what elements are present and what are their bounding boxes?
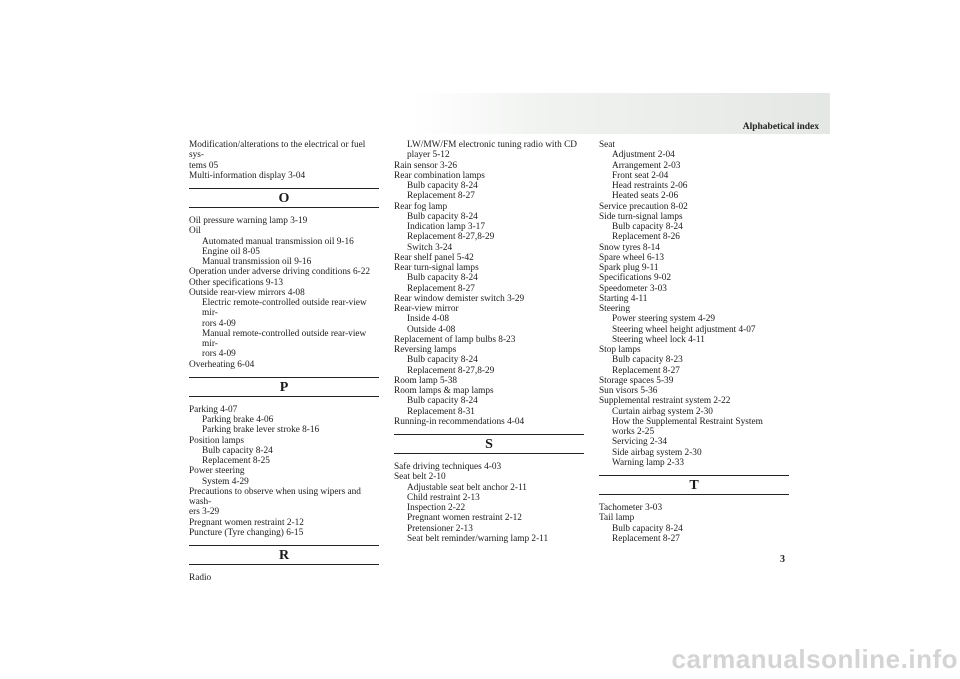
index-subentry: Automated manual transmission oil 9-16 xyxy=(202,236,354,247)
index-subentry: player 5-12 xyxy=(407,150,450,161)
index-entry: Precautions to observe when using wipers and wash- xyxy=(189,486,361,507)
index-subentry: Parking brake lever stroke 8-16 xyxy=(202,425,320,436)
index-column-3 xyxy=(599,140,789,544)
index-entry: Operation under adverse driving conditions 6-22 xyxy=(189,267,370,278)
index-entry: Spare wheel 6-13 xyxy=(599,252,665,263)
index-subentry: Heated seats 2-06 xyxy=(612,191,679,202)
index-entry: Puncture (Tyre changing) 6-15 xyxy=(189,527,304,538)
index-entry: Tachometer 3-03 xyxy=(599,503,663,513)
index-column-1 xyxy=(189,140,379,583)
index-entry: Stop lamps xyxy=(599,345,641,355)
index-subentry: Adjustable seat belt anchor 2-11 xyxy=(407,482,527,493)
index-subentry: Replacement 8-27 xyxy=(612,365,680,376)
index-subentry: rors 4-09 xyxy=(202,349,236,360)
index-subentry: Replacement 8-25 xyxy=(202,456,270,466)
index-entry: Running-in recommendations 4-04 xyxy=(394,416,525,427)
index-subentry: Replacement 8-26 xyxy=(612,232,680,243)
index-subentry: Manual transmission oil 9-16 xyxy=(202,257,312,267)
index-entry: Specifications 9-02 xyxy=(599,273,672,284)
index-subentry: Bulb capacity 8-24 xyxy=(407,211,478,222)
index-subentry: Replacement 8-27 xyxy=(407,283,475,294)
index-subentry: Replacement 8-27 xyxy=(612,533,680,544)
index-entry: Rear turn-signal lamps xyxy=(394,263,479,273)
index-subentry: Engine oil 8-05 xyxy=(202,246,260,257)
index-entry: Starting 4-11 xyxy=(599,293,648,304)
index-subentry: Steering wheel height adjustment 4-07 xyxy=(612,324,756,335)
index-entry: Outside rear-view mirrors 4-08 xyxy=(189,287,305,298)
index-entry: Oil xyxy=(189,226,201,237)
index-entry: Safe driving techniques 4-03 xyxy=(394,462,502,472)
index-subentry: Replacement 8-27,8-29 xyxy=(407,232,495,243)
index-subentry: Bulb capacity 8-24 xyxy=(407,396,478,407)
index-subentry: Manual remote-controlled outside rear-view mir- xyxy=(202,328,367,349)
index-entry: Position lamps xyxy=(189,435,245,446)
index-entry: Parking 4-07 xyxy=(189,404,238,415)
index-entry: Multi-information display 3-04 xyxy=(189,170,306,181)
index-subentry: Adjustment 2-04 xyxy=(612,150,675,161)
index-entry: Service precaution 8-02 xyxy=(599,201,688,212)
index-subentry: System 4-29 xyxy=(202,476,249,487)
index-entry: Rear fog lamp xyxy=(394,201,448,212)
index-entry: Spark plug 9-11 xyxy=(599,263,659,273)
index-subentry: Servicing 2-34 xyxy=(612,437,667,448)
section-letter-heading: P xyxy=(189,377,379,397)
page-number: 3 xyxy=(780,554,785,565)
index-entry: Room lamps & map lamps xyxy=(394,386,494,396)
page-header-title: Alphabetical index xyxy=(742,122,819,132)
index-entry: Rear shelf panel 5-42 xyxy=(394,252,474,263)
index-subentry: Inspection 2-22 xyxy=(407,503,466,513)
index-entry: Oil pressure warning lamp 3-19 xyxy=(189,216,308,226)
index-entry: Rear combination lamps xyxy=(394,170,485,181)
index-subentry: Replacement 8-27 xyxy=(407,191,475,202)
index-subentry: Inside 4-08 xyxy=(407,314,450,325)
index-subentry: Replacement 8-31 xyxy=(407,406,475,417)
index-subentry: Outside 4-08 xyxy=(407,324,456,335)
index-subentry: Bulb capacity 8-24 xyxy=(612,523,683,534)
index-entry: Tail lamp xyxy=(599,513,635,524)
index-subentry: Switch 3-24 xyxy=(407,242,453,253)
index-subentry: Electric remote-controlled outside rear-view mir- xyxy=(202,298,367,319)
index-subentry: Bulb capacity 8-24 xyxy=(407,273,478,284)
index-subentry: Warning lamp 2-33 xyxy=(612,457,685,468)
watermark-logo: carmanualsonline.info xyxy=(671,644,958,674)
index-subentry: Side airbag system 2-30 xyxy=(612,447,702,458)
index-subentry: works 2-25 xyxy=(612,427,655,437)
index-subentry: Indication lamp 3-17 xyxy=(407,222,485,232)
section-letter-heading: T xyxy=(599,475,789,495)
index-subentry: Bulb capacity 8-24 xyxy=(202,445,273,456)
index-column-2 xyxy=(394,140,584,544)
index-entry: tems 05 xyxy=(189,160,219,171)
index-entry: Rear window demister switch 3-29 xyxy=(394,293,525,304)
index-subentry: LW/MW/FM electronic tuning radio with CD xyxy=(407,140,577,150)
index-entry: Speedometer 3-03 xyxy=(599,283,667,294)
index-subentry: Bulb capacity 8-24 xyxy=(407,355,478,366)
index-entry: Rain sensor 3-26 xyxy=(394,160,458,171)
index-subentry: Bulb capacity 8-23 xyxy=(612,355,683,366)
index-subentry: Pregnant women restraint 2-12 xyxy=(407,513,522,524)
index-entry: Seat belt 2-10 xyxy=(394,472,446,483)
index-entry: Side turn-signal lamps xyxy=(599,211,683,222)
index-subentry: Pretensioner 2-13 xyxy=(407,523,473,534)
index-subentry: Seat belt reminder/warning lamp 2-11 xyxy=(407,533,549,544)
index-subentry: Power steering system 4-29 xyxy=(612,314,716,325)
index-entry: Replacement of lamp bulbs 8-23 xyxy=(394,334,516,345)
index-subentry: Front seat 2-04 xyxy=(612,170,669,181)
index-entry: Other specifications 9-13 xyxy=(189,277,283,288)
index-entry: Reversing lamps xyxy=(394,345,457,355)
index-subentry: rors 4-09 xyxy=(202,318,236,329)
index-entry: Rear-view mirror xyxy=(394,304,459,314)
index-subentry: Replacement 8-27,8-29 xyxy=(407,365,495,376)
section-letter-heading: S xyxy=(394,434,584,454)
index-entry: Power steering xyxy=(189,466,245,477)
index-entry: Radio xyxy=(189,573,212,583)
index-entry: Modification/alterations to the electrical or fuel sys- xyxy=(189,140,366,161)
index-entry: ers 3-29 xyxy=(189,507,220,518)
index-entry: Sun visors 5-36 xyxy=(599,386,658,396)
index-subentry: Parking brake 4-06 xyxy=(202,415,274,425)
index-entry: Seat xyxy=(599,140,616,150)
index-subentry: How the Supplemental Restraint System xyxy=(612,416,763,427)
section-letter-heading: R xyxy=(189,545,379,565)
index-entry: Storage spaces 5-39 xyxy=(599,375,674,386)
index-subentry: Arrangement 2-03 xyxy=(612,160,681,171)
index-subentry: Steering wheel lock 4-11 xyxy=(612,334,705,345)
index-subentry: Head restraints 2-06 xyxy=(612,181,688,191)
index-subentry: Bulb capacity 8-24 xyxy=(407,181,478,191)
index-entry: Steering xyxy=(599,304,630,314)
index-subentry: Child restraint 2-13 xyxy=(407,492,480,503)
index-subentry: Bulb capacity 8-24 xyxy=(612,222,683,232)
index-entry: Overheating 6-04 xyxy=(189,359,255,370)
index-entry: Pregnant women restraint 2-12 xyxy=(189,517,304,528)
index-entry: Room lamp 5-38 xyxy=(394,375,458,386)
index-subentry: Curtain airbag system 2-30 xyxy=(612,406,713,417)
section-letter-heading: O xyxy=(189,188,379,208)
index-entry: Supplemental restraint system 2-22 xyxy=(599,396,731,407)
index-entry: Snow tyres 8-14 xyxy=(599,242,660,253)
